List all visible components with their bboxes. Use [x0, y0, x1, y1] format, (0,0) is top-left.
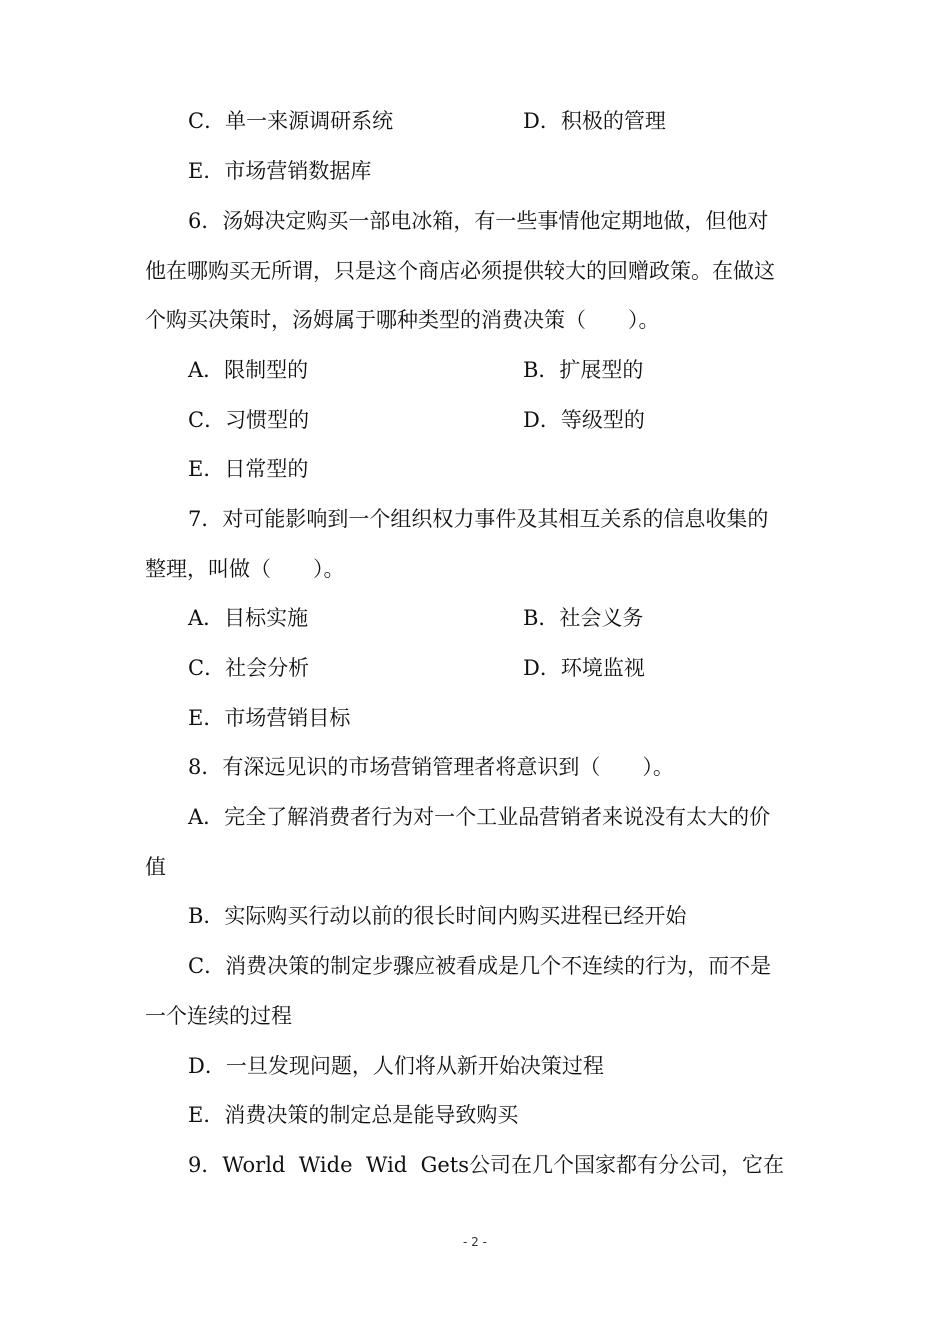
- q8-option-a-line-1: A．完全了解消费者行为对一个工业品营销者来说没有太大的价: [188, 805, 771, 829]
- q6-text-line-1: 6．汤姆决定购买一部电冰箱，有一些事情他定期地做，但他对: [188, 209, 769, 233]
- q6-option-d: D．等级型的: [523, 408, 645, 432]
- q7-option-a: A．目标实施: [188, 606, 309, 630]
- q9-text-line-1: 9．World Wide Wid Gets公司在几个国家都有分公司，它在: [188, 1153, 785, 1177]
- q6-option-e: E．日常型的: [188, 457, 309, 481]
- q8-text: 8．有深远见识的市场营销管理者将意识到（ ）。: [188, 755, 674, 779]
- q8-option-d: D．一旦发现问题，人们将从新开始决策过程: [188, 1054, 604, 1078]
- q8-option-b: B．实际购买行动以前的很长时间内购买进程已经开始: [188, 904, 687, 928]
- q8-option-e: E．消费决策的制定总是能导致购买: [188, 1103, 519, 1127]
- q8-option-a-line-2: 值: [145, 855, 166, 879]
- q5-option-c: C．单一来源调研系统: [188, 109, 394, 133]
- q6-option-c: C．习惯型的: [188, 408, 310, 432]
- q7-option-b: B．社会义务: [523, 606, 644, 630]
- q6-option-b: B．扩展型的: [523, 358, 644, 382]
- q6-text-line-3: 个购买决策时，汤姆属于哪种类型的消费决策（ ）。: [145, 308, 660, 332]
- q6-text-line-2: 他在哪购买无所谓，只是这个商店必须提供较大的回赠政策。在做这: [145, 259, 775, 283]
- q5-option-e: E．市场营销数据库: [188, 159, 372, 183]
- page-number: - 2 -: [463, 1235, 487, 1249]
- q7-option-c: C．社会分析: [188, 656, 310, 680]
- q7-text-line-1: 7．对可能影响到一个组织权力事件及其相互关系的信息收集的: [188, 507, 769, 531]
- q5-option-d: D．积极的管理: [523, 109, 666, 133]
- q6-option-a: A．限制型的: [188, 358, 309, 382]
- q7-option-d: D．环境监视: [523, 656, 645, 680]
- q8-option-c-line-1: C．消费决策的制定步骤应被看成是几个不连续的行为，而不是: [188, 954, 772, 978]
- q8-option-c-line-2: 一个连续的过程: [145, 1004, 292, 1028]
- q7-option-e: E．市场营销目标: [188, 706, 351, 730]
- q7-text-line-2: 整理，叫做（ ）。: [145, 557, 345, 581]
